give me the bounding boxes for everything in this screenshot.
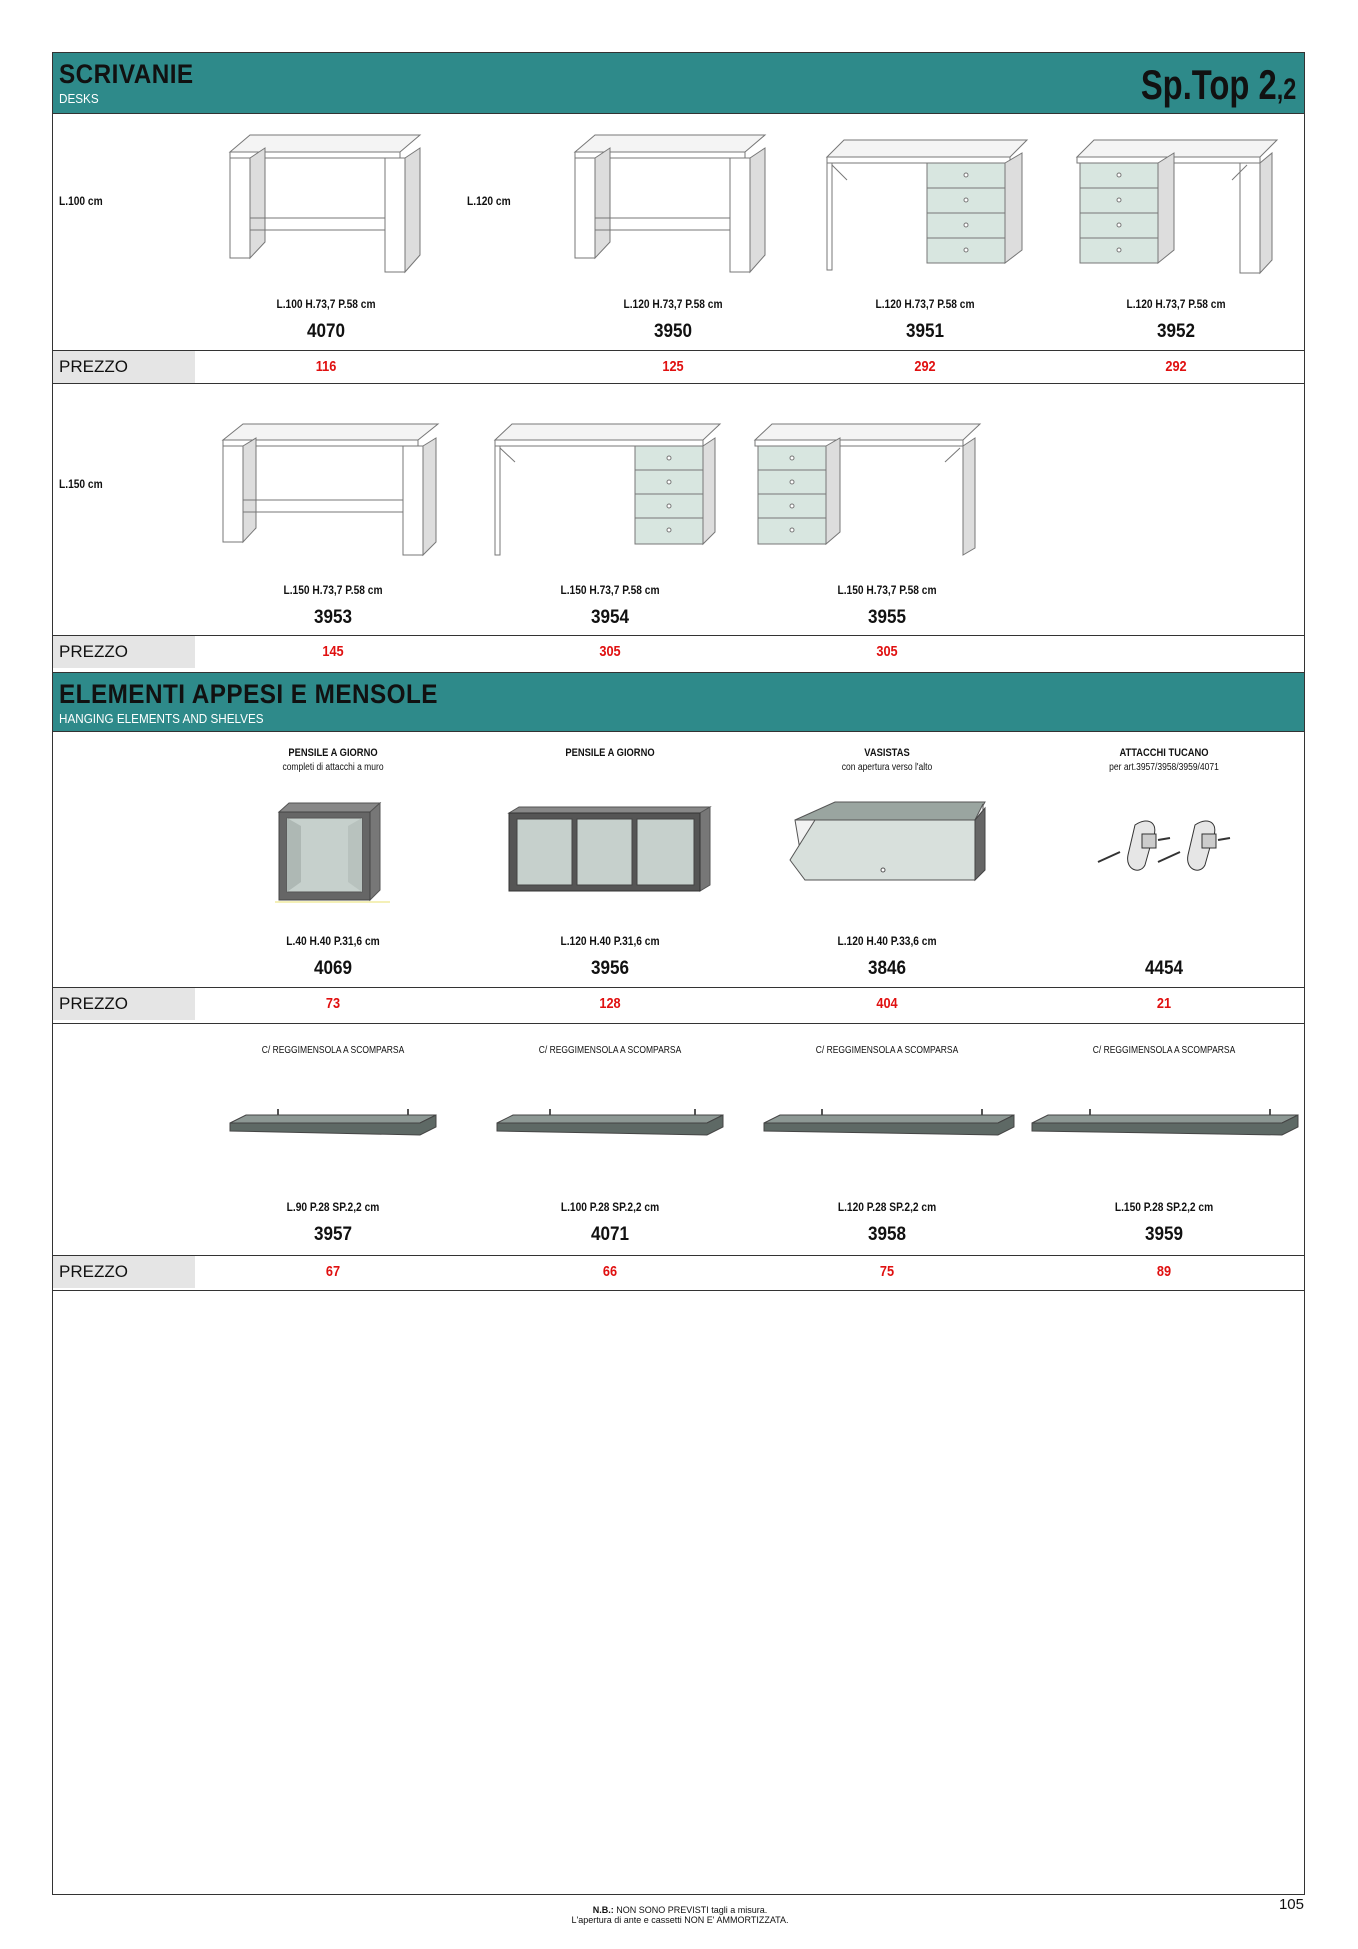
desk-illustration-3953 — [218, 420, 443, 560]
price-value: 89 — [1156, 1263, 1172, 1280]
desk-illustration-3951 — [822, 135, 1032, 280]
price-value: 75 — [879, 1263, 895, 1280]
price-value: 292 — [914, 358, 936, 375]
price-label: PREZZO — [53, 1256, 195, 1288]
shelf-illustration-4071 — [495, 1105, 725, 1145]
product-code: 3951 — [905, 321, 945, 342]
product-code: 4454 — [1144, 958, 1184, 979]
product-code: 3954 — [590, 607, 630, 628]
desk-illustration-4070 — [225, 130, 425, 275]
dimension-label: L.100 H.73,7 P.58 cm — [276, 297, 376, 311]
product-code: 3952 — [1156, 321, 1196, 342]
wall-unit-illustration-4069 — [275, 800, 395, 910]
desk-illustration-3955 — [750, 420, 985, 560]
shelf-illustration-3959 — [1030, 1105, 1300, 1145]
shelf-illustration-3958 — [762, 1105, 1017, 1145]
dimension-label: L.120 H.40 P.31,6 cm — [560, 934, 660, 948]
dimension-label: L.150 H.73,7 P.58 cm — [283, 583, 383, 597]
price-label: PREZZO — [53, 988, 195, 1020]
shelf-caption: C/ REGGIMENSOLA A SCOMPARSA — [538, 1045, 682, 1056]
dimension-label: L.120 H.73,7 P.58 cm — [875, 297, 975, 311]
product-code: 3950 — [653, 321, 693, 342]
product-code: 3953 — [313, 607, 353, 628]
dimension-label: L.90 P.28 SP.2,2 cm — [286, 1200, 380, 1214]
price-label: PREZZO — [53, 351, 195, 383]
row-label-l150: L.150 cm — [59, 477, 103, 491]
product-code: 4071 — [590, 1224, 630, 1245]
page-number: 105 — [1278, 1896, 1304, 1913]
product-code: 3958 — [867, 1224, 907, 1245]
product-code: 3957 — [313, 1224, 353, 1245]
dimension-label: L.120 P.28 SP.2,2 cm — [837, 1200, 937, 1214]
price-value: 305 — [599, 643, 621, 660]
section-title: SCRIVANIE — [59, 59, 194, 89]
product-code: 3956 — [590, 958, 630, 979]
price-row-desks-1 — [53, 351, 1304, 383]
dimension-label: L.100 P.28 SP.2,2 cm — [560, 1200, 660, 1214]
price-value: 128 — [599, 995, 621, 1012]
row-label-l100: L.100 cm — [59, 194, 103, 208]
price-value: 125 — [662, 358, 684, 375]
price-value: 305 — [876, 643, 898, 660]
item-caption: ATTACCHI TUCANO — [1119, 747, 1209, 759]
price-row-shelves — [53, 1256, 1304, 1288]
dimension-label: L.120 H.73,7 P.58 cm — [1126, 297, 1226, 311]
item-subcaption: completi di attacchi a muro — [282, 762, 384, 773]
price-value: 67 — [325, 1263, 341, 1280]
product-code: 3959 — [1144, 1224, 1184, 1245]
shelf-illustration-3957 — [228, 1105, 438, 1145]
desk-illustration-3954 — [490, 420, 725, 560]
price-value: 404 — [876, 995, 898, 1012]
section-header-desks — [53, 52, 1304, 114]
desk-illustration-3950 — [570, 130, 770, 275]
product-code: 3846 — [867, 958, 907, 979]
item-subcaption: per art.3957/3958/3959/4071 — [1109, 762, 1219, 773]
product-code: 4070 — [306, 321, 346, 342]
price-value: 66 — [602, 1263, 618, 1280]
dimension-label: L.120 H.73,7 P.58 cm — [623, 297, 723, 311]
section-subtitle: HANGING ELEMENTS AND SHELVES — [59, 711, 264, 726]
price-value: 73 — [325, 995, 341, 1012]
price-label: PREZZO — [53, 636, 195, 668]
divider — [53, 1290, 1304, 1291]
dimension-label: L.150 H.73,7 P.58 cm — [560, 583, 660, 597]
section-header-hanging — [53, 672, 1304, 732]
section-title: ELEMENTI APPESI E MENSOLE — [59, 679, 438, 709]
section-subtitle: DESKS — [59, 91, 99, 106]
desk-illustration-3952 — [1072, 135, 1282, 280]
product-code: 4069 — [313, 958, 353, 979]
item-caption: VASISTAS — [864, 747, 910, 759]
footer-note: N.B.: NON SONO PREVISTI tagli a misura. L'apertura di ante e cassetti NON E' AMMORTIZZATA. — [571, 1905, 789, 1925]
item-subcaption: con apertura verso l'alto — [841, 762, 933, 773]
shelf-caption: C/ REGGIMENSOLA A SCOMPARSA — [815, 1045, 959, 1056]
price-row-desks-2 — [53, 636, 1304, 668]
shelf-caption: C/ REGGIMENSOLA A SCOMPARSA — [1092, 1045, 1236, 1056]
row-label-l120: L.120 cm — [467, 194, 511, 208]
dimension-label: L.150 P.28 SP.2,2 cm — [1114, 1200, 1214, 1214]
product-code: 3955 — [867, 607, 907, 628]
dimension-label: L.120 H.40 P.33,6 cm — [837, 934, 937, 948]
price-value: 116 — [315, 358, 337, 375]
shelf-caption: C/ REGGIMENSOLA A SCOMPARSA — [261, 1045, 405, 1056]
price-row-hanging — [53, 988, 1304, 1020]
price-value: 292 — [1165, 358, 1187, 375]
item-caption: PENSILE A GIORNO — [288, 747, 378, 759]
dimension-label: L.150 H.73,7 P.58 cm — [837, 583, 937, 597]
price-value: 21 — [1156, 995, 1172, 1012]
price-value: 145 — [322, 643, 344, 660]
item-caption: PENSILE A GIORNO — [565, 747, 655, 759]
dimension-label: L.40 H.40 P.31,6 cm — [286, 934, 380, 948]
flap-unit-illustration-3846 — [785, 800, 990, 890]
wall-unit-illustration-3956 — [505, 805, 715, 895]
divider — [53, 1023, 1304, 1024]
bracket-illustration-4454 — [1090, 810, 1240, 890]
divider — [53, 383, 1304, 384]
model-name: Sp.Top 2,2 — [1140, 61, 1296, 108]
